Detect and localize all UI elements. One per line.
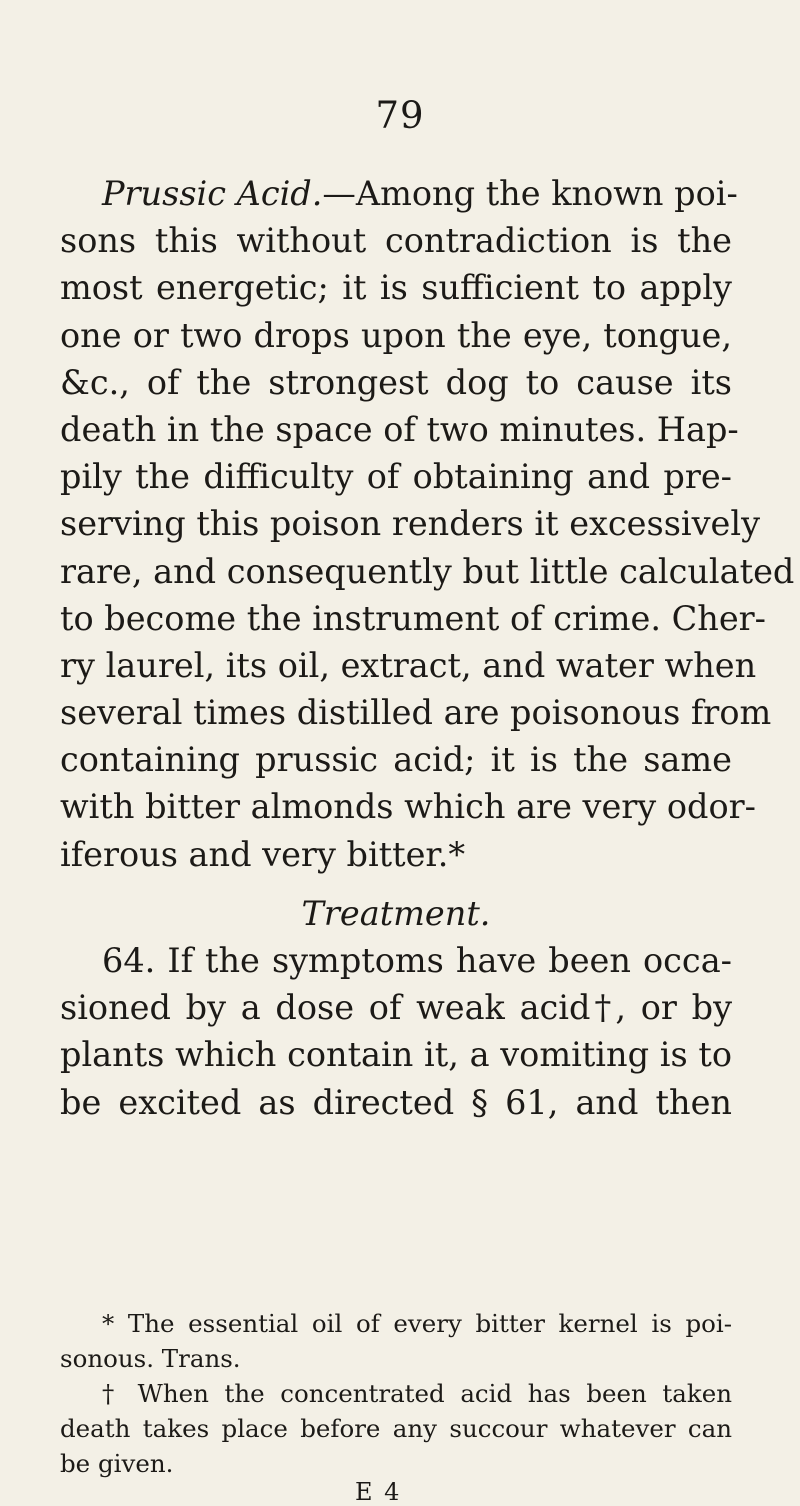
footnote-line: sonous. Trans. — [60, 1344, 241, 1373]
paragraph-line: most energetic; it is sufficient to apply — [60, 268, 732, 308]
paragraph-line: death in the space of two minutes. Hap- — [60, 409, 739, 449]
paragraph-line: sioned by a dose of weak acid†, or by — [60, 988, 732, 1028]
footnote-line: * The essential oil of every bitter kernel is poi- — [102, 1309, 732, 1338]
paragraph-line: plants which contain it, a vomiting is to — [60, 1035, 732, 1075]
treatment-heading: Treatment. — [301, 893, 491, 933]
footnote-line: be given. — [60, 1449, 174, 1478]
paragraph-line: &c., of the strongest dog to cause its — [60, 362, 732, 402]
paragraph-line: one or two drops upon the eye, tongue, — [60, 315, 732, 355]
page-number: 79 — [375, 94, 425, 137]
paragraph-line: sons this without contradiction is the — [60, 221, 732, 261]
paragraph-line: to become the instrument of crime. Cher- — [60, 598, 767, 638]
section-heading-prussic-acid: Prussic Acid. — [102, 174, 323, 213]
paragraph-line: 64. If the symptoms have been occa- — [102, 941, 732, 980]
footnote-line: † When the concentrated acid has been taken — [102, 1379, 732, 1408]
paragraph-line-text: —Among the known poi- — [322, 174, 738, 213]
main-text — [60, 170, 795, 1126]
paragraph-line: ry laurel, its oil, extract, and water when — [60, 645, 757, 685]
paragraph-line: with bitter almonds which are very odor- — [60, 787, 756, 827]
paragraph-line: several times distilled are poisonous from — [60, 693, 772, 733]
paragraph-line: pily the difficulty of obtaining and pre- — [60, 457, 732, 497]
printer-signature-mark: E 4 — [355, 1478, 402, 1506]
paragraph-line — [60, 170, 738, 217]
footnotes — [60, 1306, 732, 1481]
paragraph-line: be excited as directed § 61, and then — [60, 1082, 732, 1122]
footnote-line: death takes place before any succour whatever can — [60, 1414, 732, 1443]
paragraph-line: serving this poison renders it excessively — [60, 504, 760, 544]
paragraph-line: iferous and very bitter.* — [60, 834, 466, 874]
paragraph-line: containing prussic acid; it is the same — [60, 740, 732, 780]
paragraph-line: rare, and consequently but little calculated — [60, 551, 795, 591]
